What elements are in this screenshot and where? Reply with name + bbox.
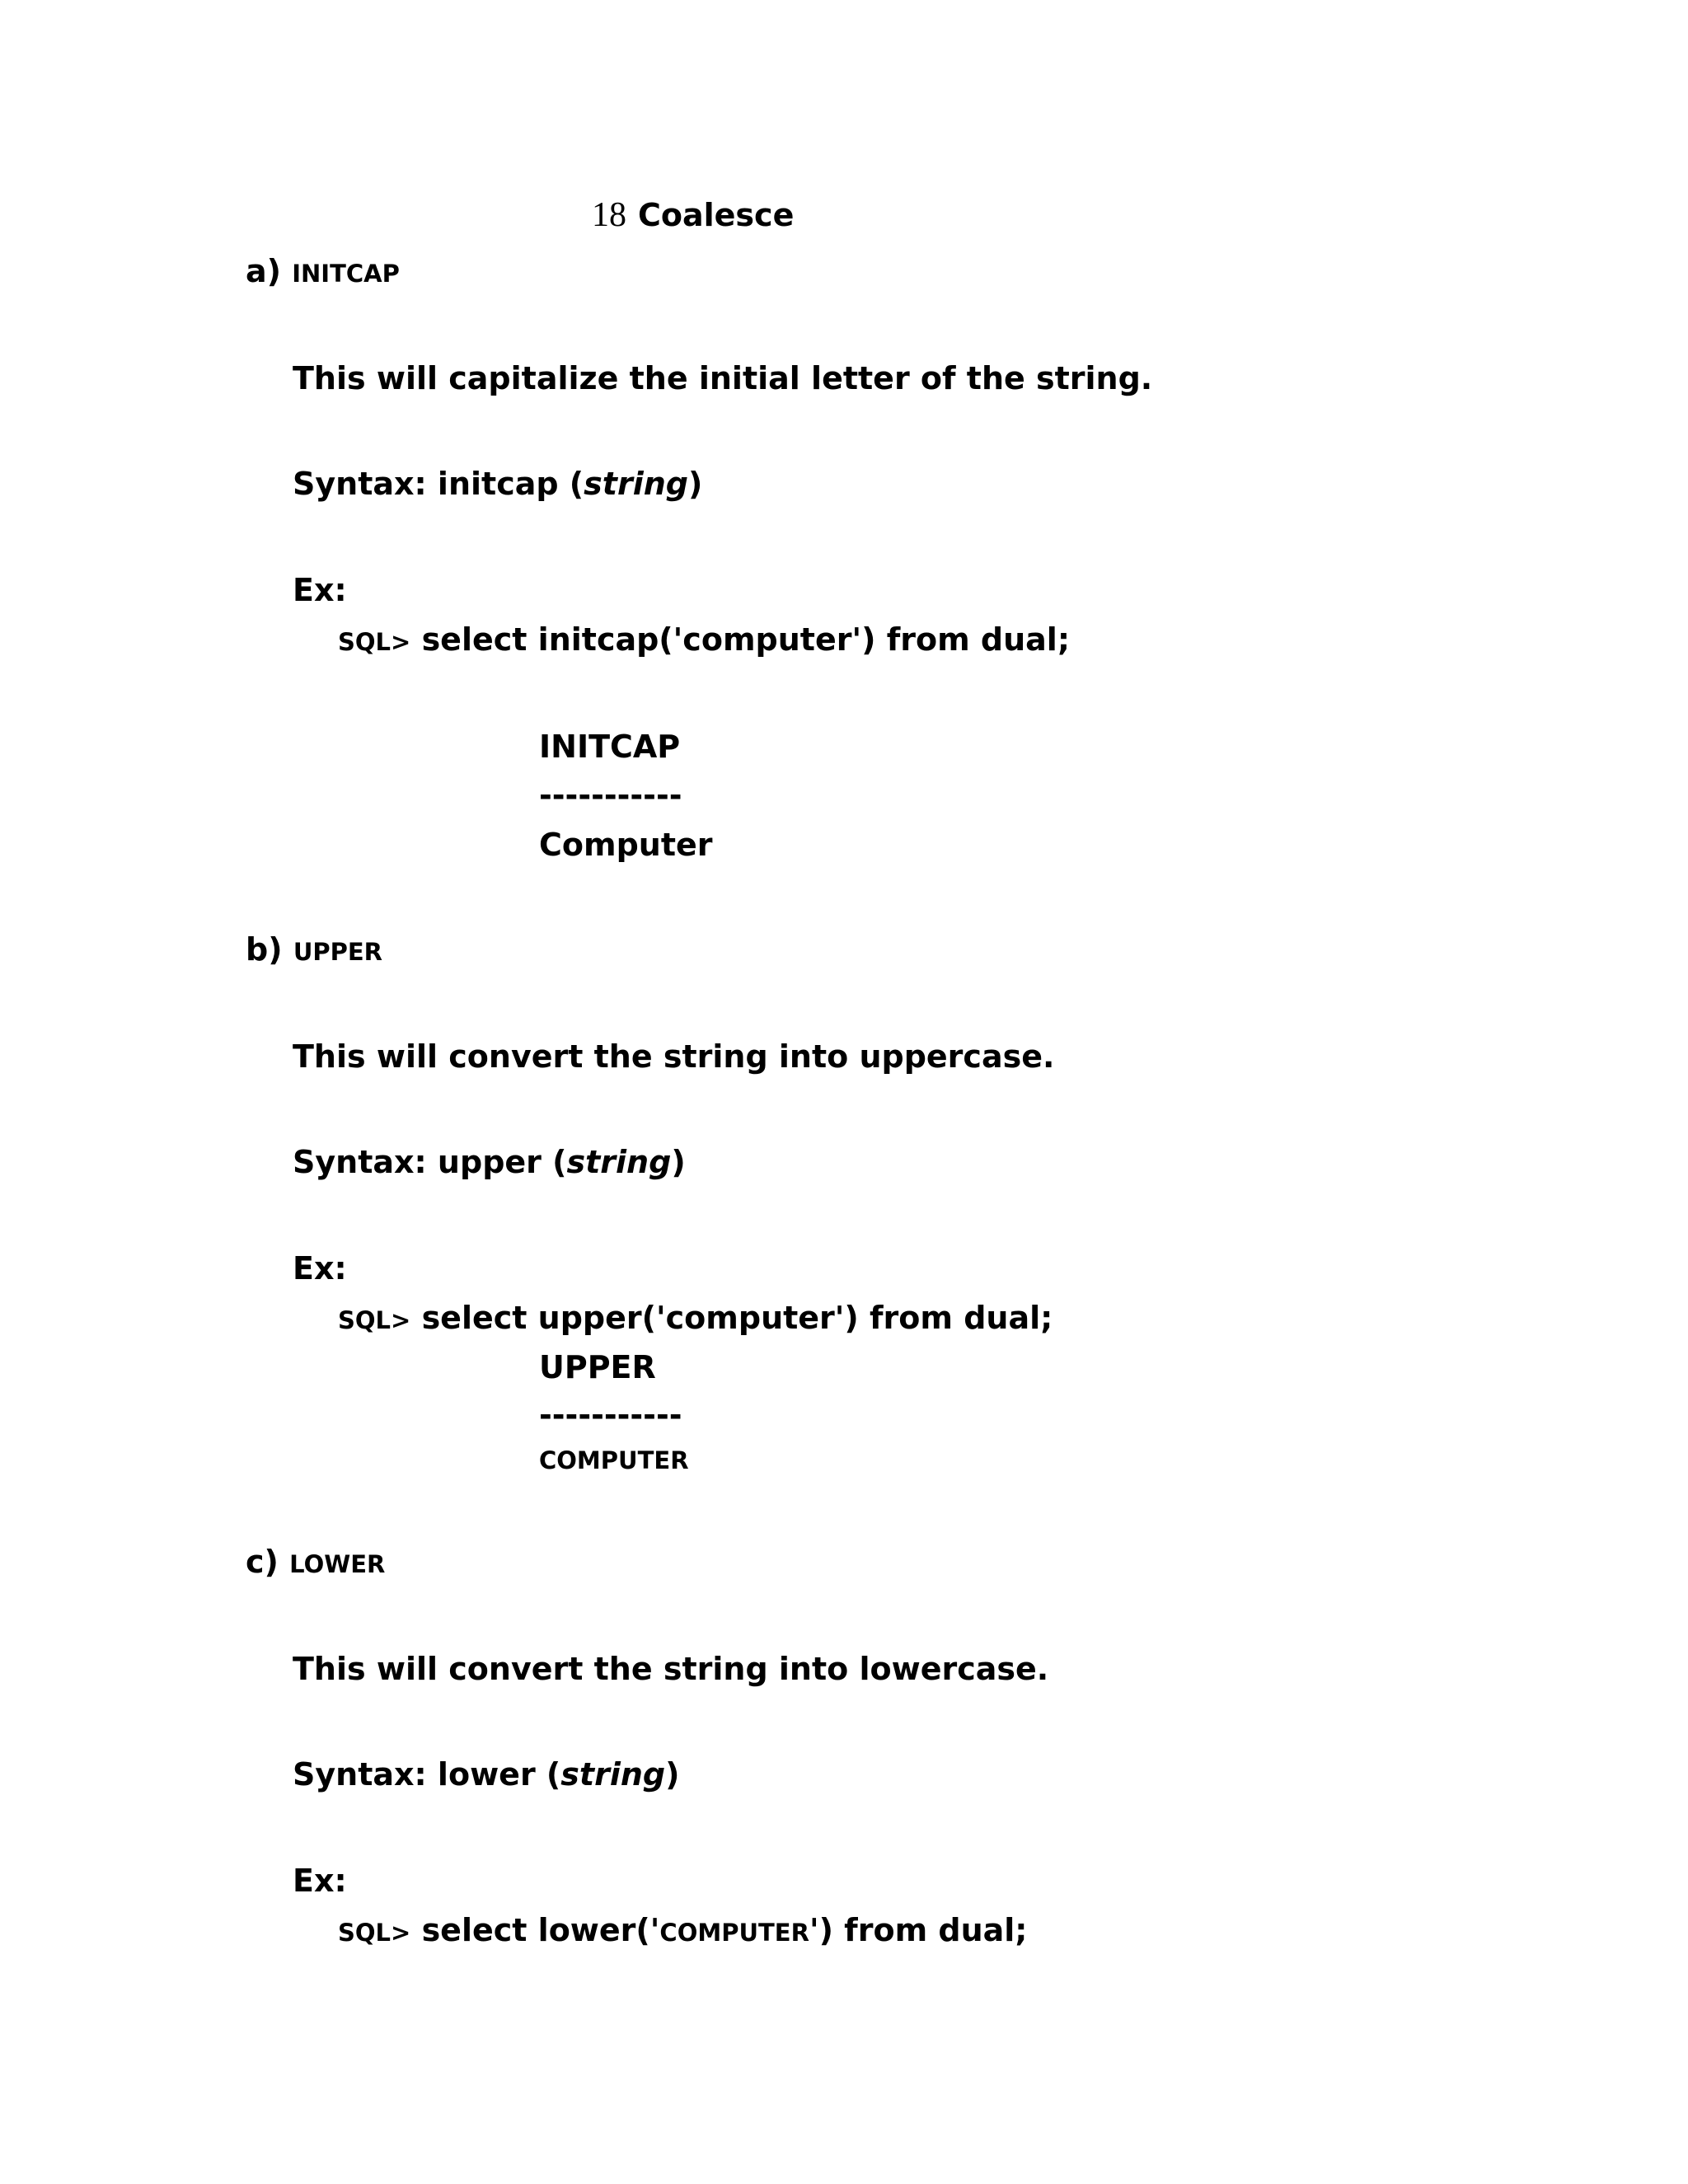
syntax-suffix: ) (671, 1144, 686, 1180)
section-name: INITCAP (292, 260, 400, 288)
sql-query-upper (338, 1300, 1053, 1336)
example-label-initcap: Ex: (293, 572, 347, 608)
sql-query-arg: COMPUTER (659, 1919, 809, 1947)
section-name: LOWER (289, 1550, 386, 1578)
syntax-prefix: Syntax: upper ( (293, 1144, 567, 1180)
result-separator-initcap: ----------- (539, 777, 682, 813)
sql-prompt: SQL> (338, 1919, 411, 1947)
result-header-initcap: INITCAP (539, 729, 681, 765)
result-header-upper: UPPER (539, 1349, 656, 1385)
section-marker: b) (246, 931, 283, 968)
section-heading-initcap (246, 255, 400, 287)
syntax-arg: string (566, 1144, 672, 1180)
result-value-upper: COMPUTER (539, 1446, 689, 1474)
syntax-suffix: ) (665, 1756, 680, 1793)
syntax-upper (293, 1146, 686, 1178)
section-heading-upper (246, 931, 383, 968)
result-value-initcap: Computer (539, 827, 713, 863)
sql-prompt: SQL> (338, 628, 411, 656)
sql-query: select upper('computer') from dual; (421, 1300, 1053, 1336)
example-label-upper: Ex: (293, 1250, 347, 1286)
description-lower: This will convert the string into lowercase. (293, 1651, 1049, 1687)
syntax-arg: string (584, 466, 688, 502)
sql-query: select initcap('computer') from dual; (421, 621, 1071, 658)
syntax-prefix: Syntax: lower ( (293, 1756, 561, 1793)
result-separator-upper: ----------- (539, 1397, 682, 1433)
syntax-arg: string (560, 1756, 666, 1793)
syntax-lower (293, 1756, 680, 1793)
sql-query-initcap (338, 621, 1071, 658)
page-number: 18 (592, 196, 626, 234)
sql-prompt: SQL> (338, 1306, 411, 1334)
page-header (592, 198, 794, 232)
section-name: UPPER (293, 938, 383, 966)
section-marker: c) (246, 1544, 279, 1580)
sql-query-prefix: select lower(' (421, 1912, 660, 1948)
sql-query-suffix: ') from dual; (809, 1912, 1028, 1948)
sql-query-lower (338, 1912, 1028, 1948)
section-heading-lower (246, 1544, 386, 1580)
syntax-initcap (293, 466, 703, 502)
example-label-lower: Ex: (293, 1863, 347, 1899)
section-marker: a) (246, 253, 282, 289)
description-upper: This will convert the string into uppercase. (293, 1038, 1055, 1075)
syntax-prefix: Syntax: initcap ( (293, 466, 584, 502)
syntax-suffix: ) (687, 466, 703, 502)
page-title: Coalesce (638, 197, 795, 233)
description-initcap: This will capitalize the initial letter of the string. (293, 360, 1153, 396)
